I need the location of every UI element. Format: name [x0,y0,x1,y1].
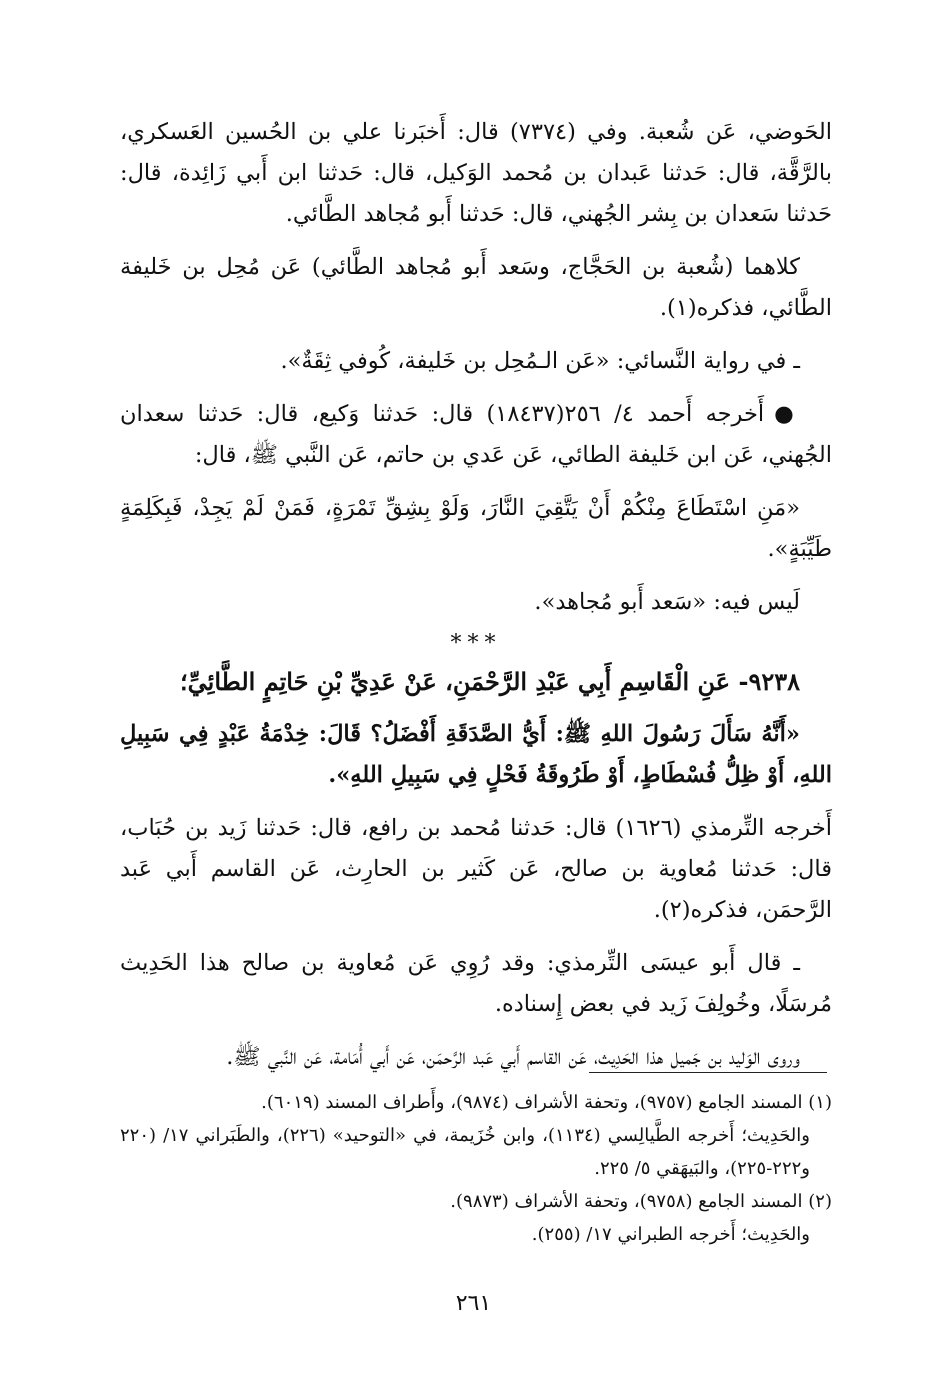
paragraph-hadith-text: «مَنِ اسْتَطَاعَ مِنْكُمْ أَنْ يَتَّقِيَ النَّارَ، وَلَوْ بِشِقِّ تَمْرَةٍ، فَمَنْ لَمْ يَجِدْ، فَبِكَلِمَةٍ طَيِّبَةٍ». [120,495,832,562]
footnote-1: (١) المسند الجامع (٩٧٥٧)، وتحفة الأشراف (٩٨٧٤)، وأَطراف المسند (٦٠١٩). [261,1092,832,1113]
footnote-1-continuation: والحَدِيث؛ أَخرجه الطَّيالِسي (١١٣٤)، وابن خُزَيمة، في «التوحيد» (٢٢٦)، والطَبَراني ١٧/ (٢٢٠ و٢٢٢-٢٢٥)، والبَيهَقي ٥/ ٢٢٥. [120,1125,810,1179]
paragraph-ahmad-takhrij [120,394,832,476]
paragraph-not-included: لَيس فيه: «سَعد أَبو مُجاهد». [534,589,800,615]
hadith-heading [120,661,832,702]
paragraph-walid-narration: وروى الوَليد بن جَميل هذا الحَدِيث، عَن القاسم أَبي عَبد الرَّحمَن، عَن أَبي أُمَامة، عَن النَّبي ﷺ. [226,1044,800,1070]
paragraph-both-narrators: كلاهما (شُعبة بن الحَجَّاج، وسَعد أَبو مُجاهد الطَّائي) عَن مُحِل بن خَليفة الطَّائي، فذكره(١). [120,254,832,321]
page-number: ٢٦١ [455,1291,492,1316]
footnote-rule [589,1072,827,1073]
footnote-2-continuation: والحَدِيث؛ أَخرجه الطبراني ١٧/ (٢٥٥). [531,1224,810,1245]
paragraph-ahmad-text: أَخرجه أَحمد ٤/ ٢٥٦(١٨٤٣٧) قال: حَدثنا وَكيع، قال: حَدثنا سعدان الجُهني، عَن ابن خَليفة الطائي، عَن عَدي بن حاتم، عَن النَّبي ﷺ، قال: [120,401,832,468]
paragraph-hadith-matn: «أَنَّهُ سَأَلَ رَسُولَ اللهِ ﷺ: أَيُّ الصَّدَقَةِ أَفْضَلُ؟ قَالَ: خِدْمَةُ عَبْدٍ فِي سَبِيلِ اللهِ، أَوْ ظِلُّ فُسْطَاطٍ، أَوْ طَرُوقَةُ فَحْلٍ فِي سَبِيلِ اللهِ». [120,721,832,788]
footnotes [120,1086,832,1251]
hadith-number: ٩٢٣٨- [738,667,800,696]
section-separator: *** [450,631,502,656]
paragraph-tirmidhi-takhrij: أَخرجه التِّرمذي (١٦٢٦) قال: حَدثنا مُحمد بن رافع، قال: حَدثنا زَيد بن حُبَاب، قال: حَدثنا مُعاوية بن صالح، عَن كَثير بن الحارِث، عَن القاسم أَبي عَبد الرَّحمَن، فذكره(٢). [120,815,832,923]
paragraph-isnad-continuation: الحَوضي، عَن شُعبة. وفي (٧٣٧٤) قال: أَخبَرنا علي بن الحُسين العَسكري، بالرَّقَّة، قال: حَدثنا عَبدان بن مُحمد الوَكيل، قال: حَدثنا ابن أَبي زَائِدة، قال: حَدثنا سَعدان بن بِشر الجُهني، قال: حَدثنا أَبو مُجاهد الطَّائي. [120,119,832,227]
paragraph-tirmidhi-comment: ـ قال أَبو عيسَى التِّرمذي: وقد رُوِي عَن مُعاوية بن صالح هذا الحَدِيث مُرسَلًا، وخُولِفَ زَيد في بعض إِسناده. [120,950,832,1017]
hadith-isnad: عَنِ الْقَاسِمِ أَبِي عَبْدِ الرَّحْمَنِ، عَنْ عَدِيِّ بْنِ حَاتِمٍ الطَّائِيِّ؛ [180,667,731,696]
paragraph-nasai-note: ـ في رواية النَّسائي: «عَن الـمُحِل بن خَليفة، كُوفي ثِقَةٌ». [280,348,800,374]
bullet-marker: ● [774,401,801,427]
footnote-2: (٢) المسند الجامع (٩٧٥٨)، وتحفة الأشراف (٩٨٧٣). [450,1191,832,1212]
main-text [120,112,832,1090]
